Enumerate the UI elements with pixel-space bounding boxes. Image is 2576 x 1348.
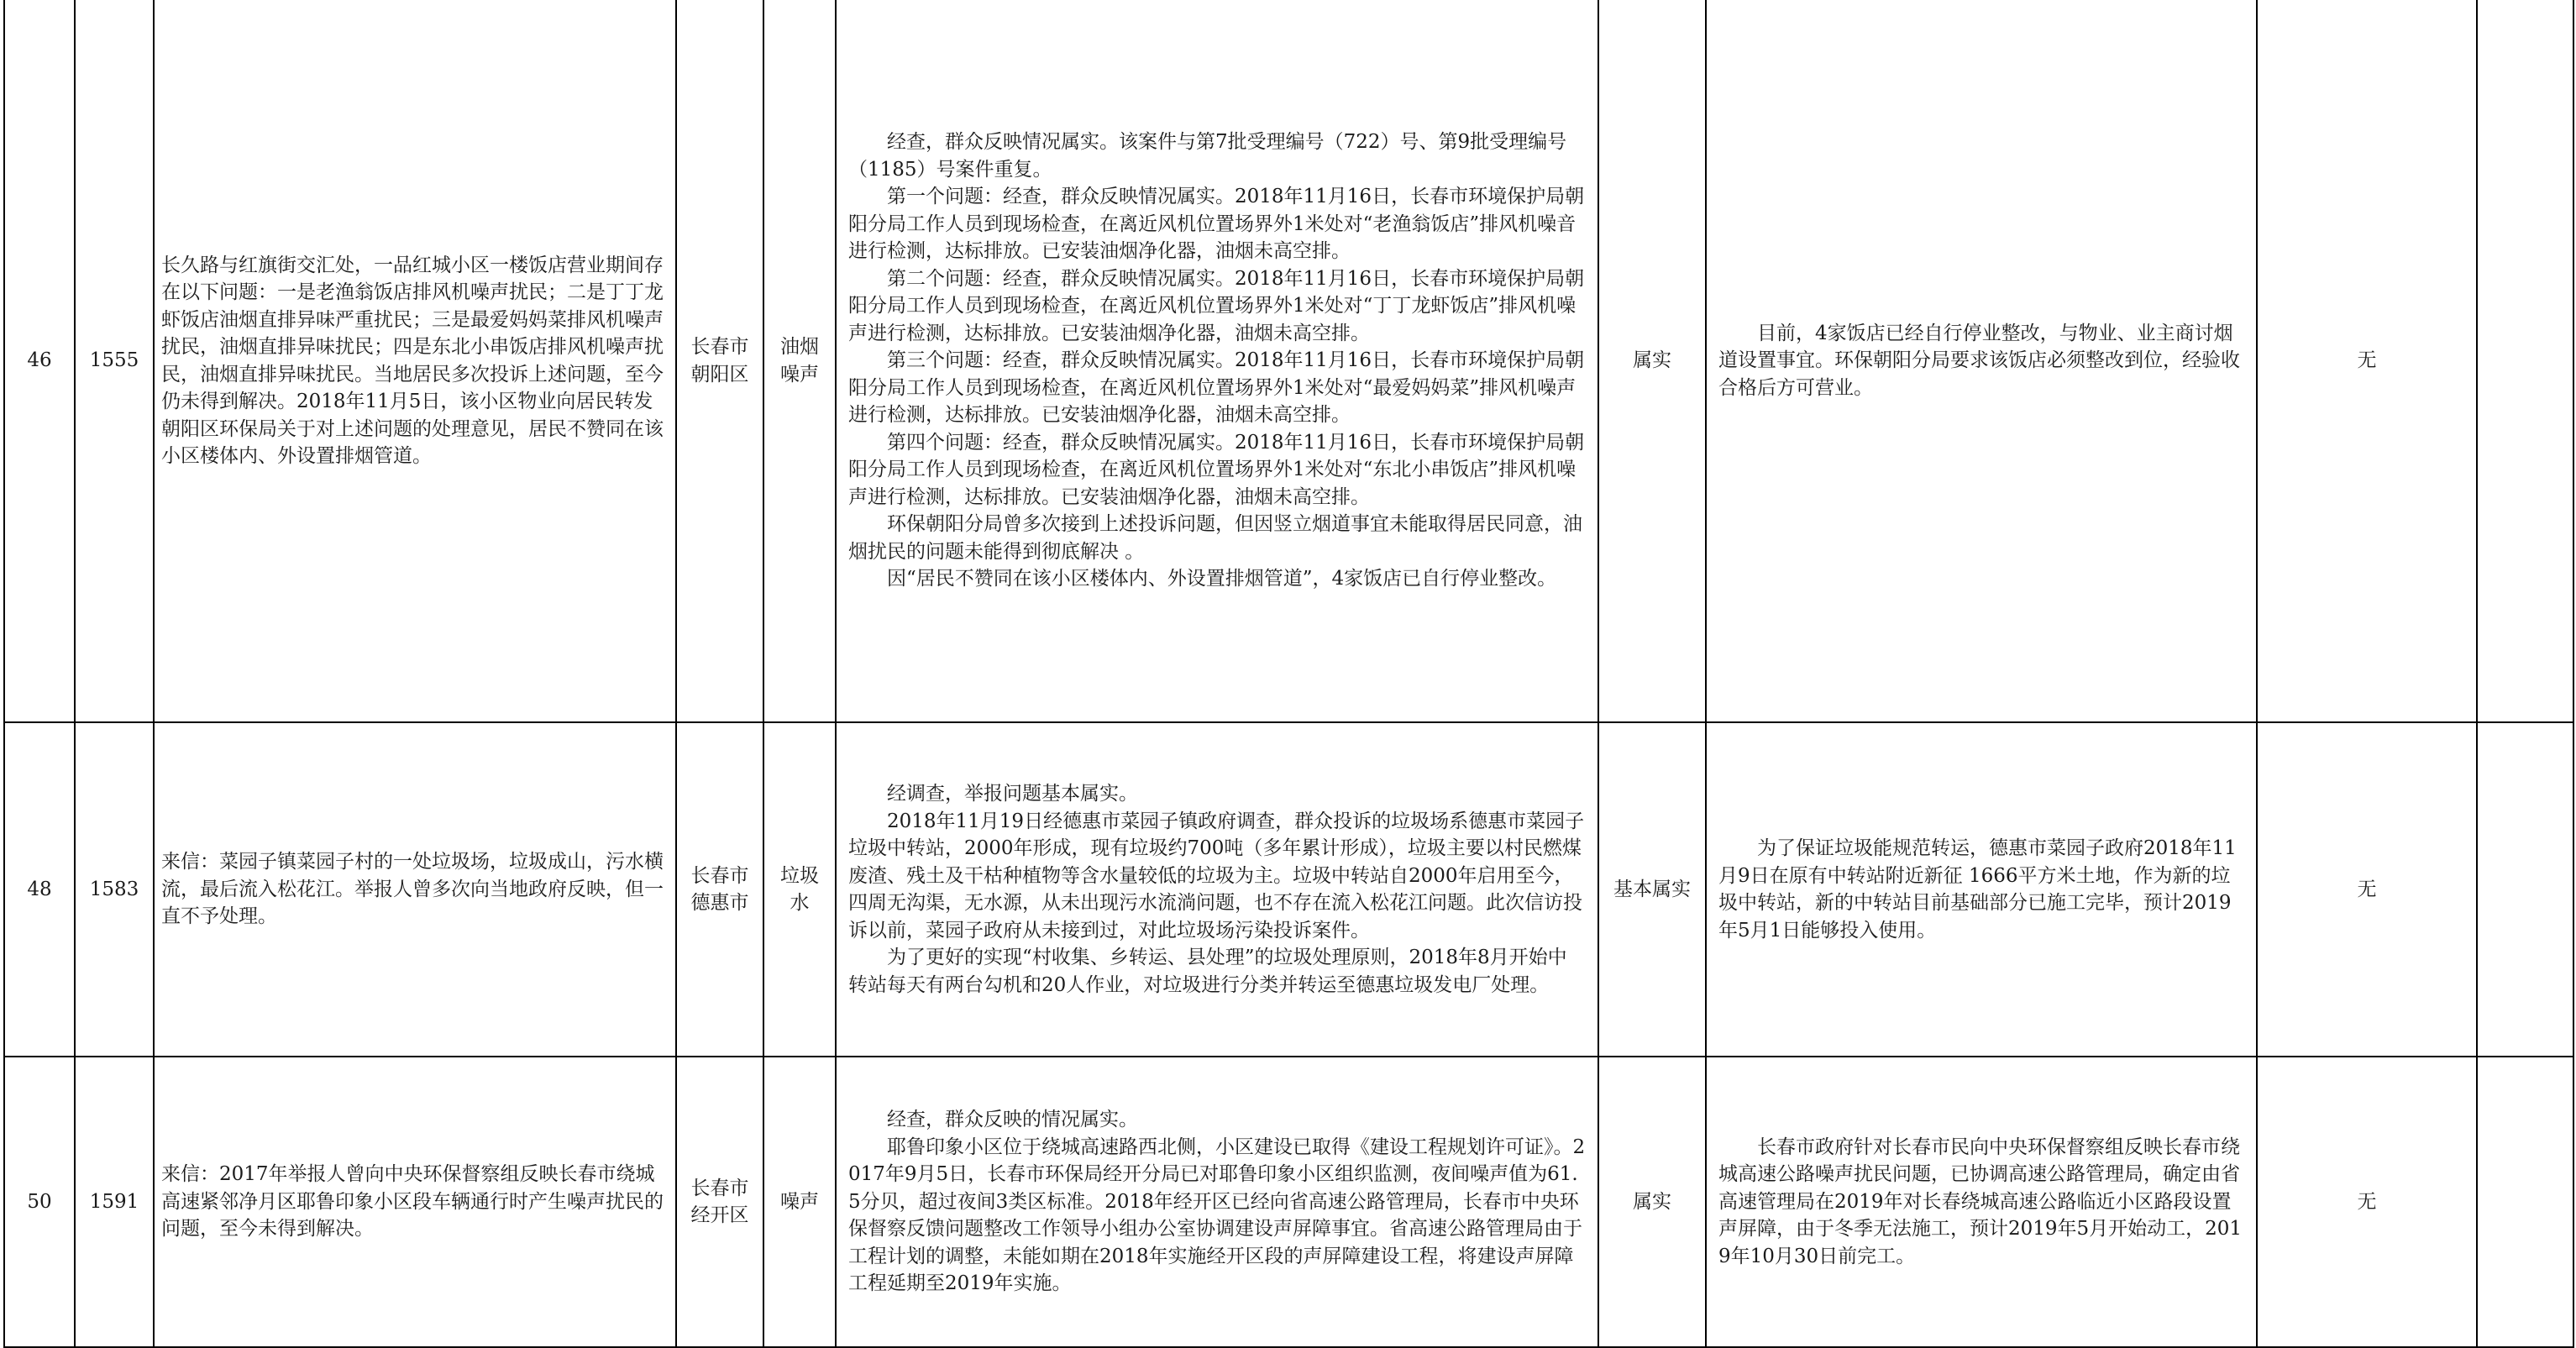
case-number: 1583 [75,722,154,1057]
pollution-type: 油烟噪声 [763,0,836,722]
complaint-text: 来信：2017年举报人曾向中央环保督察组反映长春市绕城高速紧邻净月区耶鲁印象小区段车辆通行时产生噪声扰民的问题，至今未得到解决。 [154,1057,676,1347]
findings-paragraph: 经查，群众反映的情况属实。 [887,1109,1138,1131]
accountability: 无 [2257,722,2477,1057]
note [2477,722,2573,1057]
investigation-findings [836,722,1598,1057]
findings-paragraph: 因“居民不赞同在该小区楼体内、外设置排烟管道”，4家饭店已自行停业整改。 [887,568,1557,590]
handling-paragraph: 长春市政府针对长春市民向中央环保督察组反映长春市绕城高速公路噪声扰民问题，已协调高速公路管理局，确定由省高速管理局在2019年对长春绕城高速公路临近小区路段设置声屏障，由于冬季无法施工，预计2019年5月开始动工，2019年10月30日前完工。 [1718,1136,2243,1267]
complaint-text: 来信：菜园子镇菜园子村的一处垃圾场，垃圾成山，污水横流，最后流入松花江。举报人曾多次向当地政府反映，但一直不予处理。 [154,722,676,1057]
row-index: 50 [4,1057,75,1347]
pollution-type: 噪声 [763,1057,836,1347]
findings-paragraph: 经查，群众反映情况属实。该案件与第7批受理编号（722）号、第9批受理编号（1185）号案件重复。 [848,131,1567,181]
handling-result [1706,722,2257,1057]
table-row [4,0,2573,722]
handling-result [1706,0,2257,722]
handling-result [1706,1057,2257,1347]
findings-paragraph: 2018年11月19日经德惠市菜园子镇政府调查，群众投诉的垃圾场系德惠市菜园子垃圾中转站，2000年形成，现有垃圾约700吨（多年累计形成），垃圾主要以村民燃煤废渣、残土及干枯种植物等含水量较低的垃圾为主。垃圾中转站自2000年启用至今，四周无沟渠，无水源，从未出现污水流淌问题，也不存在流入松花江问题。此次信访投诉以前，菜园子政府从未接到过，对此垃圾场污染投诉案件。 [848,810,1585,942]
investigation-findings [836,0,1598,722]
row-index: 48 [4,722,75,1057]
handling-paragraph: 为了保证垃圾能规范转运，德惠市菜园子政府2018年11月9日在原有中转站附近新征 1666平方米土地，作为新的垃圾中转站，新的中转站目前基础部分已施工完毕，预计2019年5月1日能够投入使用。 [1718,837,2237,942]
note [2477,0,2573,722]
findings-paragraph: 为了更好的实现“村收集、乡转运、县处理”的垃圾处理原则，2018年8月开始中转站每天有两台勾机和20人作业，对垃圾进行分类并转运至德惠垃圾发电厂处理。 [848,947,1567,996]
case-number: 1555 [75,0,154,722]
findings-paragraph: 第三个问题：经查，群众反映情况属实。2018年11月16日，长春市环境保护局朝阳分局工作人员到现场检查，在离近风机位置场界外1米处对“最爱妈妈菜”排风机噪声进行检测，达标排放。已安装油烟净化器，油烟未高空排。 [848,349,1585,427]
findings-paragraph: 耶鲁印象小区位于绕城高速路西北侧，小区建设已取得《建设工程规划许可证》。2017年9月5日，长春市环保局经开分局已对耶鲁印象小区组织监测，夜间噪声值为61.5分贝，超过夜间3类区标准。2018年经开区已经向省高速公路管理局，长春市中央环保督察反馈问题整改工作领导小组办公室协调建设声屏障事宜。省高速公路管理局由于工程计划的调整，未能如期在2018年实施经开区段的声屏障建设工程，将建设声屏障工程延期至2019年实施。 [848,1136,1586,1295]
verdict: 属实 [1598,1057,1706,1347]
case-number: 1591 [75,1057,154,1347]
district: 长春市经开区 [676,1057,763,1347]
handling-paragraph: 目前，4家饭店已经自行停业整改，与物业、业主商讨烟道设置事宜。环保朝阳分局要求该饭店必须整改到位，经验收合格后方可营业。 [1718,322,2240,399]
findings-paragraph: 第四个问题：经查，群众反映情况属实。2018年11月16日，长春市环境保护局朝阳分局工作人员到现场检查，在离近风机位置场界外1米处对“东北小串饭店”排风机噪声进行检测，达标排放。已安装油烟净化器，油烟未高空排。 [848,431,1585,508]
district: 长春市德惠市 [676,722,763,1057]
district: 长春市朝阳区 [676,0,763,722]
accountability: 无 [2257,0,2477,722]
pollution-type: 垃圾水 [763,722,836,1057]
complaint-text: 长久路与红旗街交汇处，一品红城小区一楼饭店营业期间存在以下问题：一是老渔翁饭店排风机噪声扰民；二是丁丁龙虾饭店油烟直排异味严重扰民；三是最爱妈妈菜排风机噪声扰民，油烟直排异味扰民；四是东北小串饭店排风机噪声扰民，油烟直排异味扰民。当地居民多次投诉上述问题，至今仍未得到解决。2018年11月5日，该小区物业向居民转发朝阳区环保局关于对上述问题的处理意见，居民不赞同在该小区楼体内、外设置排烟管道。 [154,0,676,722]
findings-paragraph: 经调查，举报问题基本属实。 [887,783,1138,805]
row-index: 46 [4,0,75,722]
case-table [3,0,2574,1348]
accountability: 无 [2257,1057,2477,1347]
verdict: 属实 [1598,0,1706,722]
note [2477,1057,2573,1347]
findings-paragraph: 环保朝阳分局曾多次接到上述投诉问题，但因竖立烟道事宜未能取得居民同意，油烟扰民的问题未能得到彻底解决 。 [848,513,1582,563]
table-row [4,722,2573,1057]
verdict: 基本属实 [1598,722,1706,1057]
table-row [4,1057,2573,1347]
findings-paragraph: 第一个问题：经查，群众反映情况属实。2018年11月16日，长春市环境保护局朝阳分局工作人员到现场检查，在离近风机位置场界外1米处对“老渔翁饭店”排风机噪音进行检测，达标排放。已安装油烟净化器，油烟未高空排。 [848,186,1585,263]
findings-paragraph: 第二个问题：经查，群众反映情况属实。2018年11月16日，长春市环境保护局朝阳分局工作人员到现场检查，在离近风机位置场界外1米处对“丁丁龙虾饭店”排风机噪声进行检测，达标排放。已安装油烟净化器，油烟未高空排。 [848,267,1585,344]
investigation-findings [836,1057,1598,1347]
